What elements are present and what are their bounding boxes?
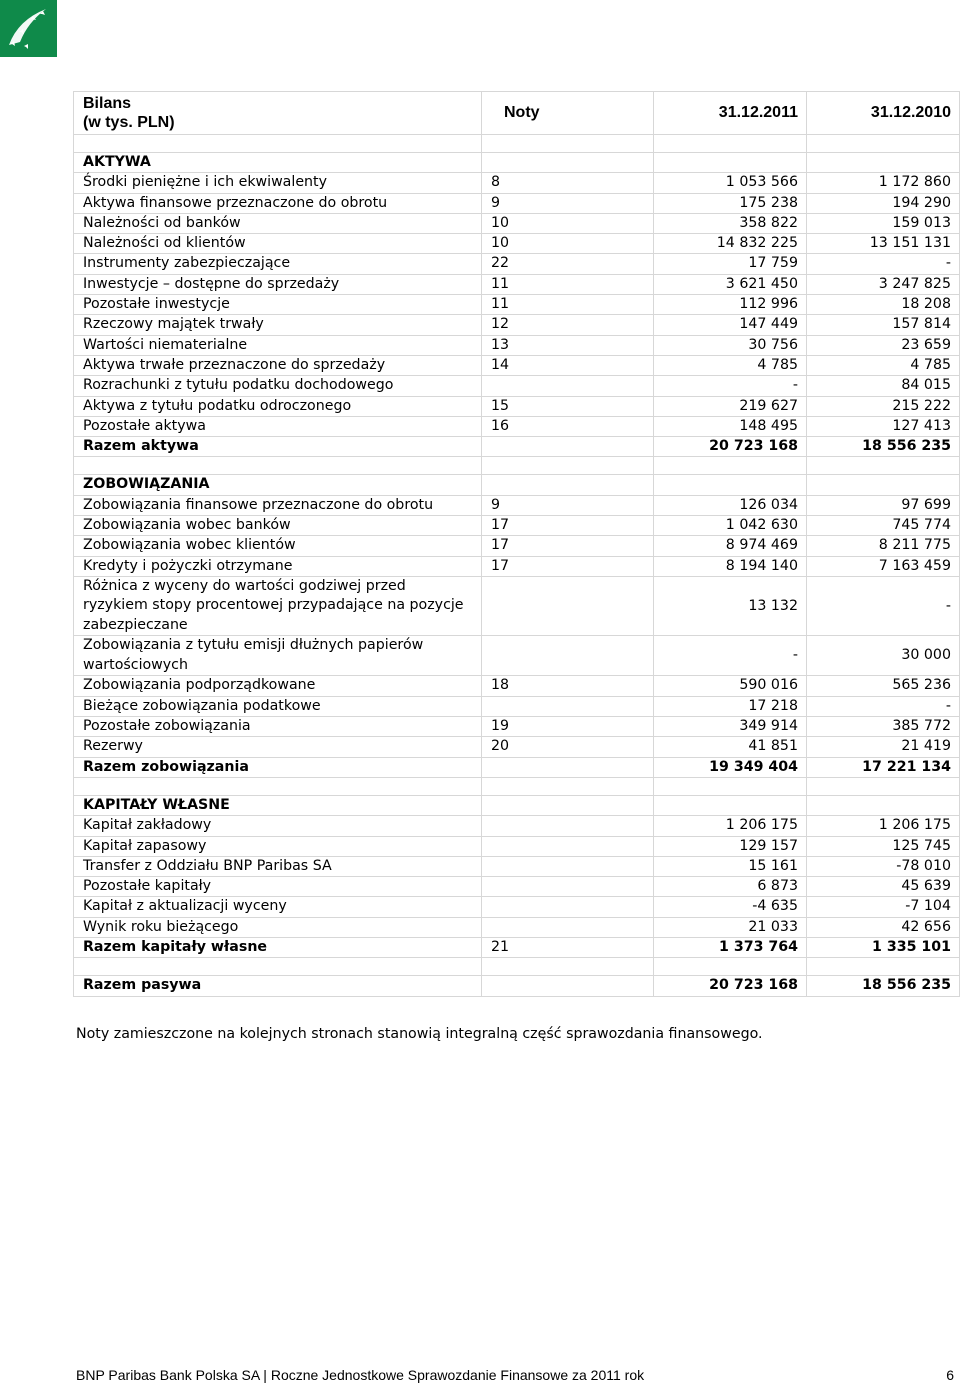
row-label: Rzeczowy majątek trwały xyxy=(74,315,482,335)
row-note: 20 xyxy=(482,737,654,757)
table-row xyxy=(74,717,960,737)
value-2010: 30 000 xyxy=(807,636,960,676)
row-label: Zobowiązania z tytułu emisji dłużnych papierów wartościowych xyxy=(74,636,482,676)
empty-cell xyxy=(654,475,807,495)
value-2011: 13 132 xyxy=(654,576,807,636)
value-2011: 1 053 566 xyxy=(654,173,807,193)
table-row xyxy=(74,816,960,836)
value-2010: 84 015 xyxy=(807,376,960,396)
row-note: 17 xyxy=(482,556,654,576)
row-label: Różnica z wyceny do wartości godziwej przed ryzykiem stopy procentowej przypadające na pozycje zabezpieczane xyxy=(74,576,482,636)
row-note xyxy=(482,376,654,396)
row-label: Wartości niematerialne xyxy=(74,335,482,355)
value-2010: 18 208 xyxy=(807,295,960,315)
row-note xyxy=(482,636,654,676)
value-2011: 3 621 450 xyxy=(654,274,807,294)
table-row xyxy=(74,234,960,254)
value-2011: 19 349 404 xyxy=(654,757,807,777)
table-row xyxy=(74,376,960,396)
table-row xyxy=(74,516,960,536)
table-row xyxy=(74,173,960,193)
value-2010: 1 206 175 xyxy=(807,816,960,836)
row-note: 11 xyxy=(482,274,654,294)
value-2011: 6 873 xyxy=(654,877,807,897)
row-note: 16 xyxy=(482,416,654,436)
spacer-cell xyxy=(654,457,807,475)
value-2011: 21 033 xyxy=(654,917,807,937)
row-note: 19 xyxy=(482,717,654,737)
value-2010: 3 247 825 xyxy=(807,274,960,294)
row-note xyxy=(482,576,654,636)
value-2010: 97 699 xyxy=(807,495,960,515)
row-note: 9 xyxy=(482,193,654,213)
total-row xyxy=(74,757,960,777)
value-2011: 175 238 xyxy=(654,193,807,213)
row-note xyxy=(482,437,654,457)
table-row xyxy=(74,495,960,515)
row-label: Razem pasywa xyxy=(74,976,482,996)
table-row xyxy=(74,856,960,876)
total-row xyxy=(74,938,960,958)
value-2010: 1 172 860 xyxy=(807,173,960,193)
value-2011: 15 161 xyxy=(654,856,807,876)
row-label: Inwestycje – dostępne do sprzedaży xyxy=(74,274,482,294)
spacer-cell xyxy=(74,135,482,153)
row-note: 11 xyxy=(482,295,654,315)
value-2010: 157 814 xyxy=(807,315,960,335)
value-2010: 159 013 xyxy=(807,213,960,233)
bnp-stars-logo-icon xyxy=(0,0,57,57)
empty-cell xyxy=(482,153,654,173)
spacer-row xyxy=(74,777,960,795)
row-label: Należności od klientów xyxy=(74,234,482,254)
value-2010: 215 222 xyxy=(807,396,960,416)
row-label: Zobowiązania wobec klientów xyxy=(74,536,482,556)
empty-cell xyxy=(654,153,807,173)
value-2010: 17 221 134 xyxy=(807,757,960,777)
value-2011: 349 914 xyxy=(654,717,807,737)
value-2011: 590 016 xyxy=(654,676,807,696)
value-2010: 8 211 775 xyxy=(807,536,960,556)
table-row xyxy=(74,295,960,315)
table-row xyxy=(74,213,960,233)
table-row xyxy=(74,536,960,556)
value-2010: 385 772 xyxy=(807,717,960,737)
value-2011: 219 627 xyxy=(654,396,807,416)
table-row xyxy=(74,355,960,375)
spacer-row xyxy=(74,958,960,976)
value-2010: -7 104 xyxy=(807,897,960,917)
footer-separator: | xyxy=(263,1367,267,1383)
row-label: Pozostałe aktywa xyxy=(74,416,482,436)
row-label: Transfer z Oddziału BNP Paribas SA xyxy=(74,856,482,876)
column-header-noty: Noty xyxy=(482,92,654,135)
section-heading-row xyxy=(74,475,960,495)
row-note: 8 xyxy=(482,173,654,193)
table-header-row xyxy=(74,92,960,135)
value-2010: 18 556 235 xyxy=(807,976,960,996)
value-2011: 30 756 xyxy=(654,335,807,355)
table-row xyxy=(74,836,960,856)
row-note: 21 xyxy=(482,938,654,958)
row-label: Razem kapitały własne xyxy=(74,938,482,958)
row-label: Należności od banków xyxy=(74,213,482,233)
row-label: Aktywa trwałe przeznaczone do sprzedaży xyxy=(74,355,482,375)
value-2010: - xyxy=(807,254,960,274)
value-2011: 20 723 168 xyxy=(654,437,807,457)
row-note: 12 xyxy=(482,315,654,335)
value-2010: 127 413 xyxy=(807,416,960,436)
table-row xyxy=(74,576,960,636)
value-2011: 17 759 xyxy=(654,254,807,274)
value-2010: -78 010 xyxy=(807,856,960,876)
spacer-row xyxy=(74,457,960,475)
spacer-cell xyxy=(807,777,960,795)
value-2011: 4 785 xyxy=(654,355,807,375)
spacer-cell xyxy=(74,777,482,795)
row-label: Wynik roku bieżącego xyxy=(74,917,482,937)
table-row xyxy=(74,335,960,355)
row-note xyxy=(482,836,654,856)
row-note: 18 xyxy=(482,676,654,696)
value-2010: 18 556 235 xyxy=(807,437,960,457)
row-note: 13 xyxy=(482,335,654,355)
value-2011: 14 832 225 xyxy=(654,234,807,254)
value-2010: 745 774 xyxy=(807,516,960,536)
spacer-cell xyxy=(807,135,960,153)
table-title: Bilans (w tys. PLN) xyxy=(74,92,482,135)
row-label: Zobowiązania finansowe przeznaczone do obrotu xyxy=(74,495,482,515)
footnote: Noty zamieszczone na kolejnych stronach stanowią integralną część sprawozdania finansowego. xyxy=(76,1026,763,1042)
value-2011: 1 206 175 xyxy=(654,816,807,836)
value-2010: - xyxy=(807,696,960,716)
value-2010: 13 151 131 xyxy=(807,234,960,254)
table-row xyxy=(74,737,960,757)
column-header-2011: 31.12.2011 xyxy=(654,92,807,135)
table-row xyxy=(74,917,960,937)
footer-company: BNP Paribas Bank Polska SA xyxy=(76,1367,260,1383)
row-note: 15 xyxy=(482,396,654,416)
value-2011: - xyxy=(654,636,807,676)
section-heading-row xyxy=(74,153,960,173)
table-row xyxy=(74,254,960,274)
value-2011: 112 996 xyxy=(654,295,807,315)
spacer-cell xyxy=(482,135,654,153)
row-label: Kredyty i pożyczki otrzymane xyxy=(74,556,482,576)
value-2011: 17 218 xyxy=(654,696,807,716)
page-number: 6 xyxy=(946,1367,954,1383)
row-note: 10 xyxy=(482,213,654,233)
table-row xyxy=(74,877,960,897)
row-label: Zobowiązania podporządkowane xyxy=(74,676,482,696)
spacer-cell xyxy=(807,457,960,475)
row-note: 17 xyxy=(482,536,654,556)
spacer-cell xyxy=(654,135,807,153)
row-label: Zobowiązania wobec banków xyxy=(74,516,482,536)
row-label: Pozostałe kapitały xyxy=(74,877,482,897)
row-note: 17 xyxy=(482,516,654,536)
value-2011: 126 034 xyxy=(654,495,807,515)
value-2011: 8 974 469 xyxy=(654,536,807,556)
empty-cell xyxy=(807,795,960,815)
row-label: Aktywa z tytułu podatku odroczonego xyxy=(74,396,482,416)
value-2011: 358 822 xyxy=(654,213,807,233)
spacer-cell xyxy=(482,958,654,976)
empty-cell xyxy=(654,795,807,815)
row-note: 10 xyxy=(482,234,654,254)
value-2011: 147 449 xyxy=(654,315,807,335)
empty-cell xyxy=(482,475,654,495)
value-2011: - xyxy=(654,376,807,396)
page-footer xyxy=(76,1367,960,1383)
row-label: Kapitał z aktualizacji wyceny xyxy=(74,897,482,917)
column-header-2010: 31.12.2010 xyxy=(807,92,960,135)
value-2011: 129 157 xyxy=(654,836,807,856)
section-heading: AKTYWA xyxy=(74,153,482,173)
value-2010: 7 163 459 xyxy=(807,556,960,576)
row-label: Razem aktywa xyxy=(74,437,482,457)
section-heading: ZOBOWIĄZANIA xyxy=(74,475,482,495)
spacer-row xyxy=(74,135,960,153)
table-row xyxy=(74,315,960,335)
total-row xyxy=(74,437,960,457)
value-2010: 45 639 xyxy=(807,877,960,897)
row-label: Kapitał zapasowy xyxy=(74,836,482,856)
value-2010: 194 290 xyxy=(807,193,960,213)
spacer-cell xyxy=(654,958,807,976)
table-row xyxy=(74,556,960,576)
value-2010: 42 656 xyxy=(807,917,960,937)
row-note xyxy=(482,976,654,996)
empty-cell xyxy=(482,795,654,815)
empty-cell xyxy=(807,475,960,495)
row-note: 22 xyxy=(482,254,654,274)
table-row xyxy=(74,396,960,416)
value-2011: -4 635 xyxy=(654,897,807,917)
row-label: Środki pieniężne i ich ekwiwalenty xyxy=(74,173,482,193)
row-label: Razem zobowiązania xyxy=(74,757,482,777)
row-label: Instrumenty zabezpieczające xyxy=(74,254,482,274)
section-heading-row xyxy=(74,795,960,815)
row-note xyxy=(482,816,654,836)
spacer-cell xyxy=(74,457,482,475)
value-2010: 21 419 xyxy=(807,737,960,757)
value-2011: 1 373 764 xyxy=(654,938,807,958)
spacer-cell xyxy=(807,958,960,976)
footer-report: Roczne Jednostkowe Sprawozdanie Finansowe za 2011 rok xyxy=(270,1367,645,1383)
value-2010: 23 659 xyxy=(807,335,960,355)
value-2010: 565 236 xyxy=(807,676,960,696)
row-note xyxy=(482,917,654,937)
value-2010: - xyxy=(807,576,960,636)
value-2010: 125 745 xyxy=(807,836,960,856)
value-2010: 1 335 101 xyxy=(807,938,960,958)
table-row xyxy=(74,696,960,716)
spacer-cell xyxy=(482,457,654,475)
total-row xyxy=(74,976,960,996)
row-note: 14 xyxy=(482,355,654,375)
value-2011: 148 495 xyxy=(654,416,807,436)
row-label: Aktywa finansowe przeznaczone do obrotu xyxy=(74,193,482,213)
value-2010: 4 785 xyxy=(807,355,960,375)
table-row xyxy=(74,193,960,213)
table-row xyxy=(74,897,960,917)
balance-sheet xyxy=(73,91,960,997)
row-note xyxy=(482,696,654,716)
table-row xyxy=(74,636,960,676)
value-2011: 8 194 140 xyxy=(654,556,807,576)
row-label: Bieżące zobowiązania podatkowe xyxy=(74,696,482,716)
row-note xyxy=(482,757,654,777)
value-2011: 41 851 xyxy=(654,737,807,757)
spacer-cell xyxy=(74,958,482,976)
value-2011: 20 723 168 xyxy=(654,976,807,996)
section-heading: KAPITAŁY WŁASNE xyxy=(74,795,482,815)
row-label: Rozrachunki z tytułu podatku dochodowego xyxy=(74,376,482,396)
spacer-cell xyxy=(654,777,807,795)
table-row xyxy=(74,274,960,294)
row-note xyxy=(482,877,654,897)
table-row xyxy=(74,416,960,436)
row-note xyxy=(482,856,654,876)
row-label: Kapitał zakładowy xyxy=(74,816,482,836)
row-label: Pozostałe zobowiązania xyxy=(74,717,482,737)
row-label: Pozostałe inwestycje xyxy=(74,295,482,315)
table-row xyxy=(74,676,960,696)
empty-cell xyxy=(807,153,960,173)
row-note: 9 xyxy=(482,495,654,515)
value-2011: 1 042 630 xyxy=(654,516,807,536)
spacer-cell xyxy=(482,777,654,795)
row-label: Rezerwy xyxy=(74,737,482,757)
row-note xyxy=(482,897,654,917)
